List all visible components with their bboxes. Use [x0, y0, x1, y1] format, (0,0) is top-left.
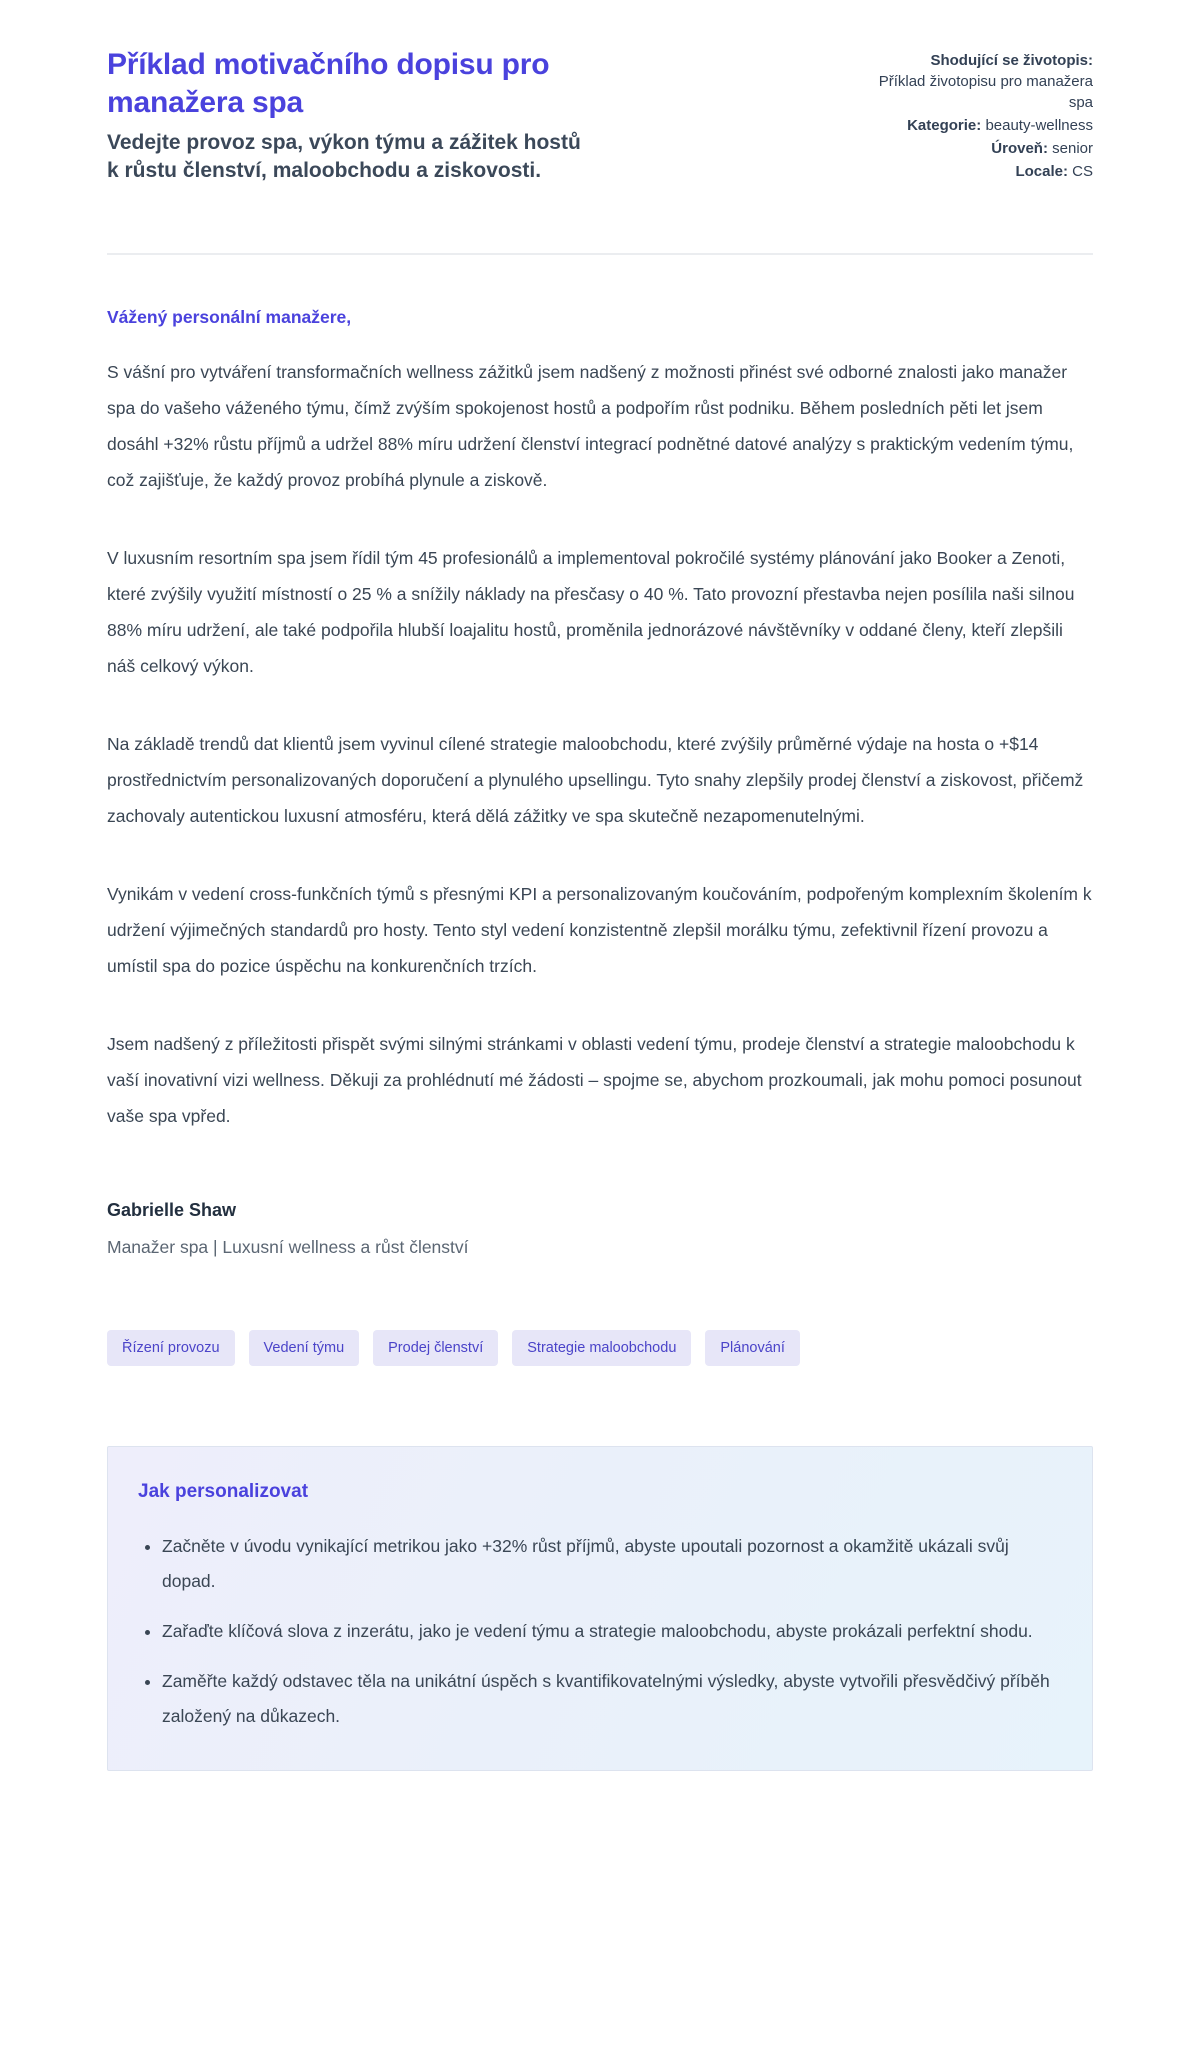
page-title: Příklad motivačního dopisu pro manažera spa — [107, 48, 550, 119]
signature-name: Gabrielle Shaw — [107, 1200, 237, 1220]
meta-matching-resume-value: Příklad životopisu pro manažera spa — [878, 73, 1093, 111]
personalization-heading: Jak personalizovat — [138, 1481, 309, 1502]
content-container — [107, 0, 1093, 1841]
meta-category — [853, 115, 1093, 136]
meta-level-label: Úroveň: — [991, 140, 1048, 157]
meta-category-label: Kategorie: — [907, 117, 982, 134]
meta-level — [853, 138, 1093, 159]
cover-letter-body — [107, 307, 1093, 1258]
letter-paragraph-5: Jsem nadšený z příležitosti přispět svými silnými stránkami v oblasti vedení týmu, prodeje členství a strategie maloobchodu k vaší inovativní vizi wellness. Děkuji za prohlédnutí mé žádosti – spojme se, abychom prozkoumali, jak mohu pomoci posunout vaše spa vpřed. — [107, 1034, 1082, 1126]
tip-item-2: • Zařaďte klíčová slova z inzerátu, jako je vedení týmu a strategie maloobchodu, abyste prokázali perfektní shodu. — [162, 1614, 1062, 1649]
tag-chip-strategie-maloobchodu[interactable]: Strategie maloobchodu — [512, 1330, 691, 1366]
tag-chip-rizeni-provozu[interactable]: Řízení provozu — [107, 1330, 235, 1366]
meta-panel — [853, 50, 1093, 182]
tip-item-1: • Začněte v úvodu vynikající metrikou jako +32% růst příjmů, abyste upoutali pozornost a okamžitě ukázali svůj dopad. — [162, 1529, 1062, 1599]
tags-row — [107, 1330, 1093, 1366]
meta-level-value: senior — [1052, 140, 1093, 157]
meta-locale — [853, 161, 1093, 182]
meta-matching-resume-label: Shodující se životopis: — [930, 52, 1093, 69]
header — [107, 46, 1093, 185]
signature-title: Manažer spa | Luxusní wellness a růst členství — [107, 1237, 469, 1257]
letter-greeting: Vážený personální manažere, — [107, 307, 352, 327]
tip-item-3: • Zaměřte každý odstavec těla na unikátní úspěch s kvantifikovatelnými výsledky, abyste vytvořili přesvědčivý příběh založený na důkazech. — [162, 1664, 1062, 1734]
tag-chip-planovani[interactable]: Plánování — [705, 1330, 800, 1366]
divider — [107, 253, 1093, 255]
letter-paragraph-1: S vášní pro vytváření transformačních wellness zážitků jsem nadšený z možnosti přinést své odborné znalosti jako manažer spa do vašeho váženého týmu, čímž zvýším spokojenost hostů a podpořím růst podniku. Během posledních pěti let jsem dosáhl +32% růstu příjmů a udržel 88% míru udržení členství integrací podnětné datové analýzy s praktickým vedením týmu, což zajišťuje, že každý provoz probíhá plynule a ziskově. — [107, 362, 1074, 490]
meta-matching-resume — [853, 50, 1093, 113]
meta-category-value: beauty-wellness — [985, 117, 1093, 134]
personalization-tips-list — [138, 1529, 1062, 1734]
personalization-panel — [107, 1446, 1093, 1771]
letter-paragraph-3: Na základě trendů dat klientů jsem vyvinul cílené strategie maloobchodu, které zvýšily průměrné výdaje na hosta o +$14 prostřednictvím personalizovaných doporučení a plynulého upsellingu. Tyto snahy zlepšily prodej členství a ziskovost, přičemž zachovaly autentickou luxusní atmosféru, která dělá zážitky ve spa skutečně nezapomenutelnými. — [107, 734, 1084, 826]
meta-locale-value: CS — [1072, 163, 1093, 180]
letter-paragraph-2: V luxusním resortním spa jsem řídil tým 45 profesionálů a implementoval pokročilé systémy plánování jako Booker a Zenoti, které zvýšily využití místností o 25 % a snížily náklady na přesčasy o 40 %. Tato provozní přestavba nejen posílila naši silnou 88% míru udržení, ale také podpořila hlubší loajalitu hostů, proměnila jednorázové návštěvníky v oddané členy, kteří zlepšili náš celkový výkon. — [107, 548, 1075, 676]
letter-paragraph-4: Vynikám v vedení cross-funkčních týmů s přesnými KPI a personalizovaným koučováním, podpořeným komplexním školením k udržení výjimečných standardů pro hosty. Tento styl vedení konzistentně zlepšil morálku týmu, zefektivnil řízení provozu a umístil spa do pozice úspěchu na konkurenčních trzích. — [107, 884, 1092, 976]
tag-chip-prodej-clenstvi[interactable]: Prodej členství — [373, 1330, 498, 1366]
meta-locale-label: Locale: — [1015, 163, 1068, 180]
header-title-block — [107, 46, 587, 185]
tag-chip-vedeni-tymu[interactable]: Vedení týmu — [249, 1330, 360, 1366]
page-subtitle: Vedejte provoz spa, výkon týmu a zážitek hostů k růstu členství, maloobchodu a ziskovosti. — [107, 131, 581, 182]
